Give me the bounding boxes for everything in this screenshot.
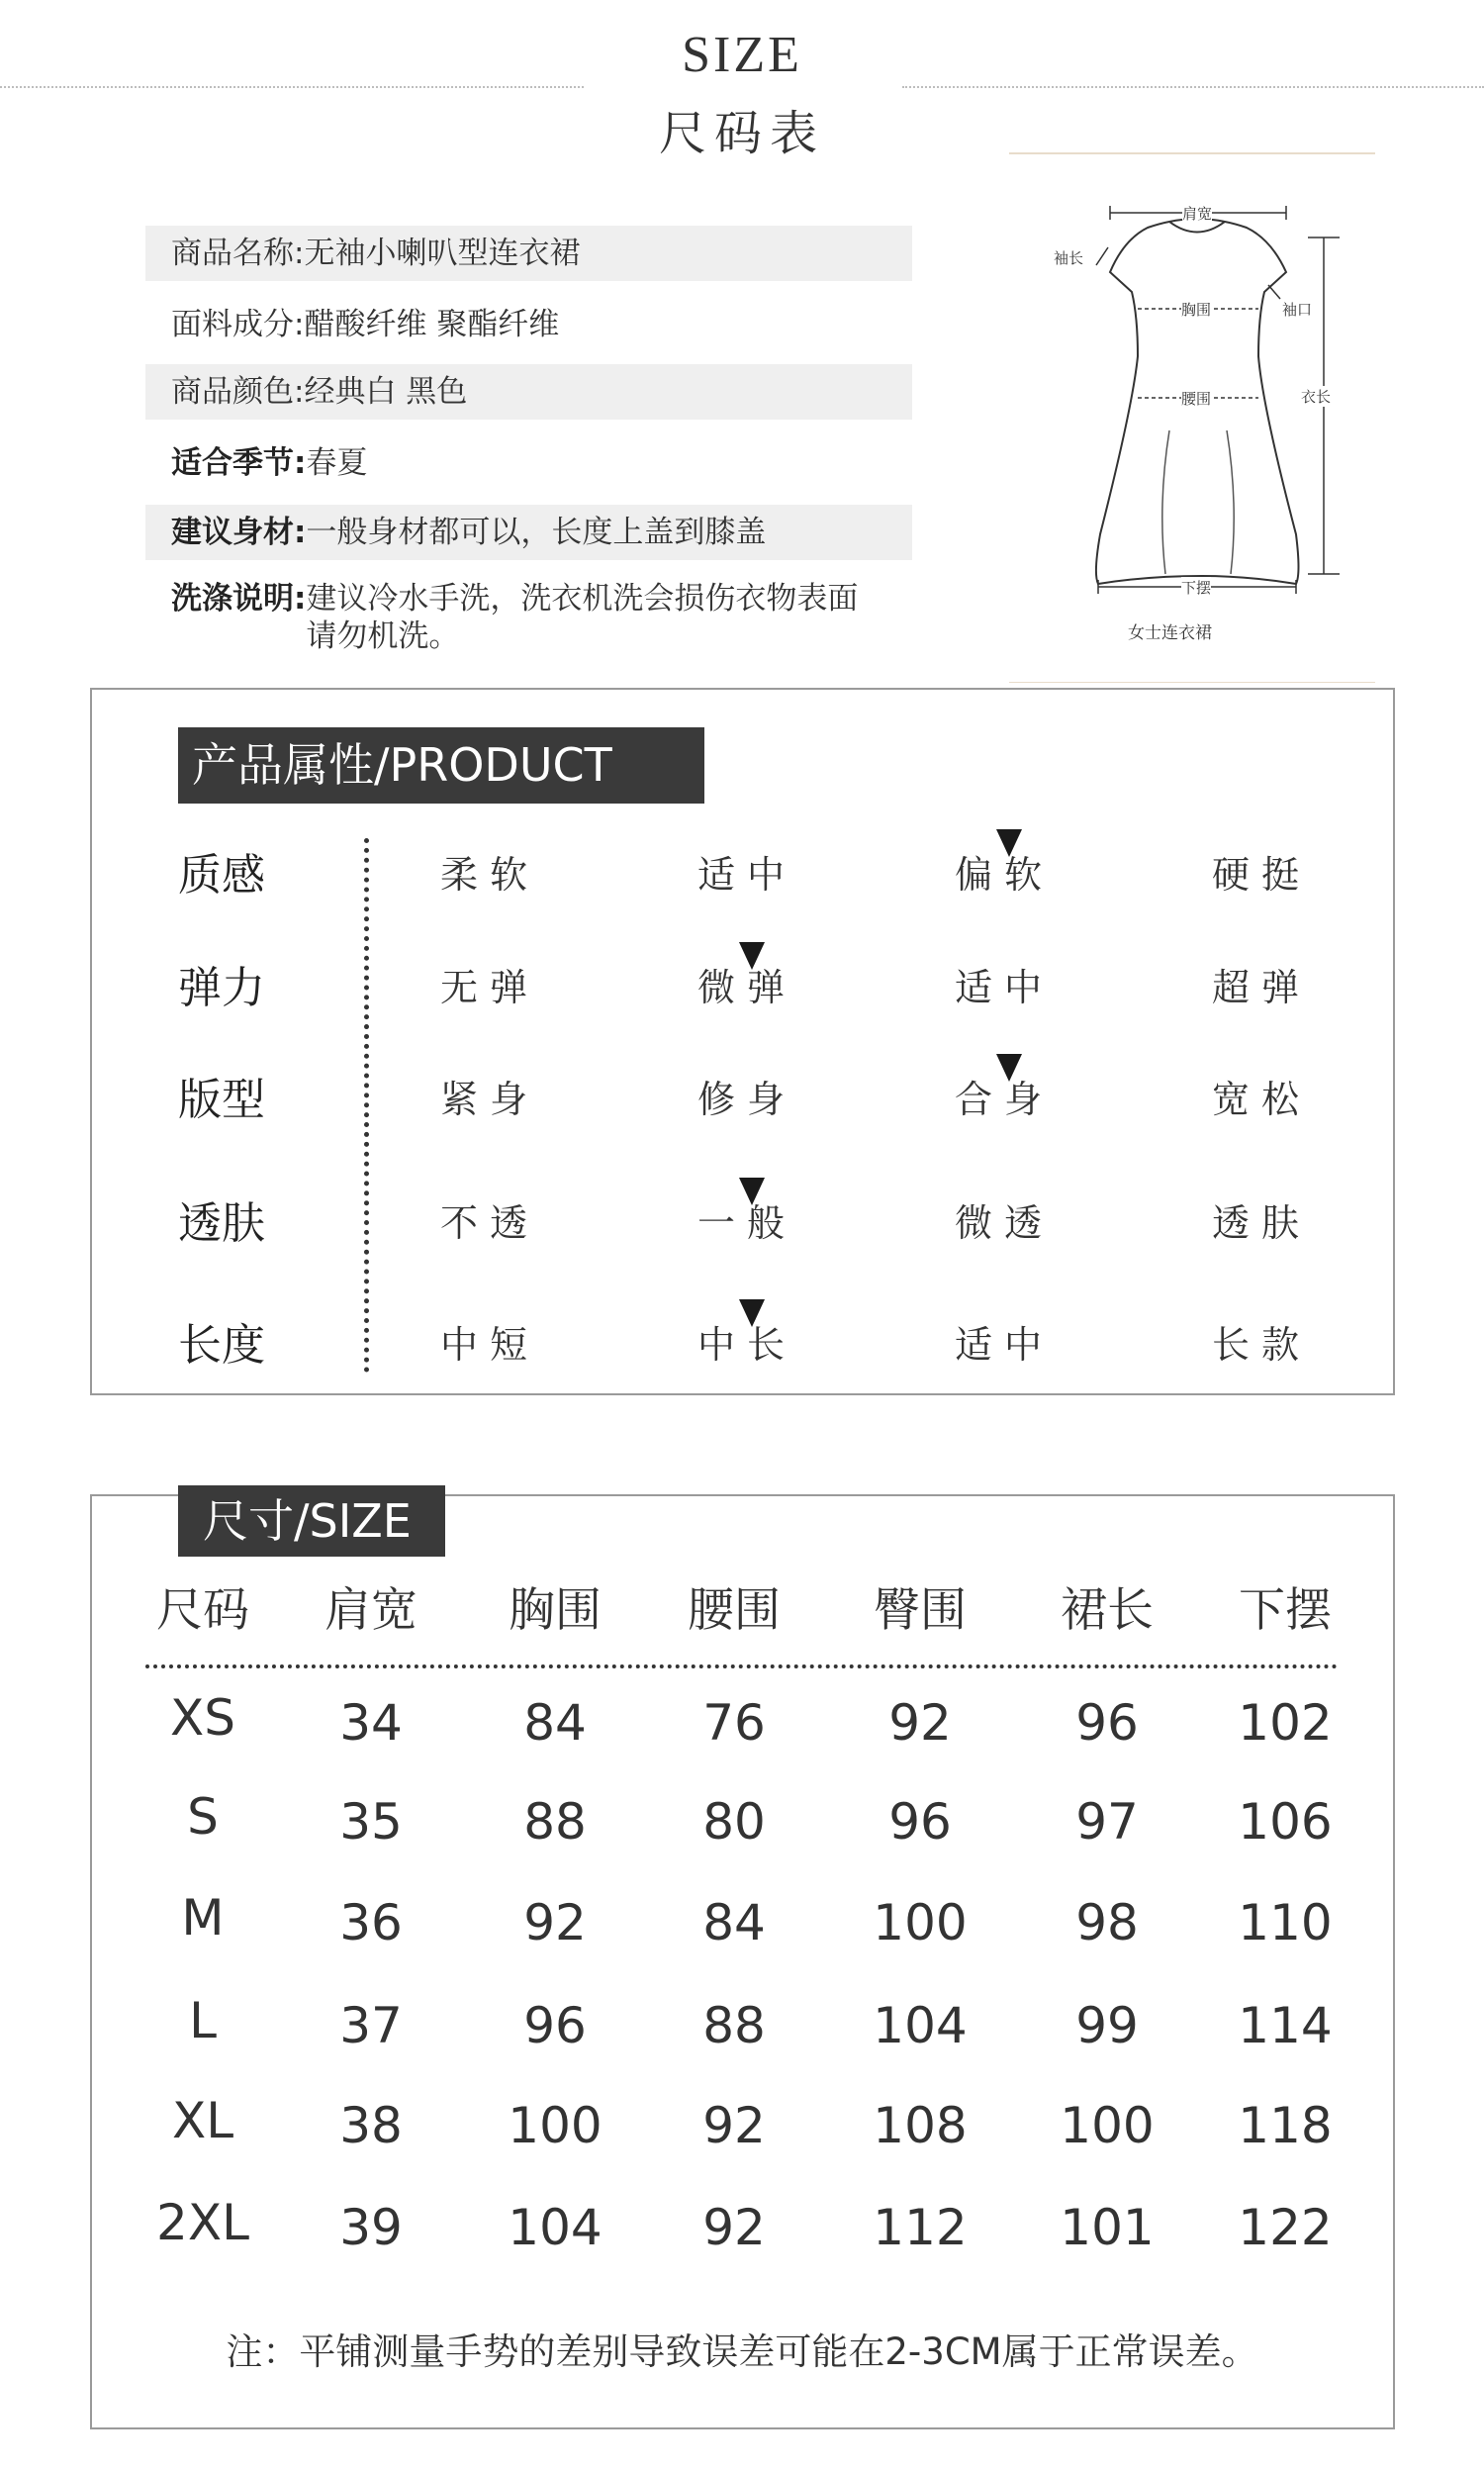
size-value-cell: 114 (1238, 1997, 1333, 2054)
attribute-option: 合身 (955, 1078, 1055, 1121)
attribute-option: 适中 (955, 966, 1055, 1009)
size-label-cell: XS (170, 1689, 235, 1747)
info-row (145, 435, 912, 491)
header-divider-left (0, 86, 584, 88)
info-value: 醋酸纤维 聚酯纤维 (304, 307, 560, 342)
diagram-label-shoulder: 肩宽 (1182, 205, 1213, 223)
size-value-cell: 102 (1238, 1694, 1333, 1752)
diagram-label-length: 衣长 (1301, 388, 1332, 406)
size-value-cell: 106 (1238, 1793, 1333, 1851)
attribute-option: 偏软 (955, 853, 1055, 897)
size-value-cell: 34 (339, 1694, 403, 1752)
attribute-option: 一般 (697, 1201, 797, 1245)
size-table-header-cell: 臀围 (874, 1583, 967, 1638)
attribute-option: 不透 (440, 1201, 540, 1245)
size-table-header-cell: 裙长 (1061, 1583, 1154, 1638)
info-label: 商品名称: (171, 236, 305, 271)
info-label: 洗涤说明: (171, 581, 307, 617)
attribute-name: 透肤 (178, 1198, 265, 1249)
info-label: 建议身材: (171, 515, 307, 550)
size-table-header-cell: 下摆 (1239, 1583, 1332, 1638)
size-value-cell: 100 (508, 2097, 603, 2154)
size-value-cell: 39 (339, 2199, 403, 2256)
info-value: 建议冷水手洗，洗衣机洗会损伤衣物表面 (306, 581, 859, 617)
diagram-label-cuff: 袖口 (1282, 301, 1313, 319)
info-label: 面料成分: (171, 307, 305, 342)
attribute-option: 微弹 (697, 966, 797, 1009)
info-value: 无袖小喇叭型连衣裙 (304, 236, 581, 271)
diagram-label-hem: 下摆 (1181, 579, 1212, 597)
size-value-cell: 92 (702, 2097, 766, 2154)
size-value-cell: 99 (1075, 1997, 1139, 2054)
header-divider-right (902, 86, 1484, 88)
size-value-cell: 84 (523, 1694, 587, 1752)
size-label-cell: L (189, 1992, 217, 2049)
diagram-caption: 女士连衣裙 (1128, 623, 1212, 643)
info-row (145, 226, 912, 281)
size-value-cell: 96 (1075, 1694, 1139, 1752)
size-table-tag: 尺寸/SIZE (178, 1485, 445, 1557)
size-value-cell: 36 (339, 1894, 403, 1951)
size-value-cell: 37 (339, 1997, 403, 2054)
size-value-cell: 110 (1238, 1894, 1333, 1951)
attribute-option: 紧身 (440, 1078, 540, 1121)
info-value: 经典白 黑色 (304, 374, 468, 410)
size-value-cell: 35 (339, 1793, 403, 1851)
attribute-option: 透肤 (1212, 1201, 1312, 1245)
diagram-label-sleeve: 袖长 (1054, 249, 1084, 267)
info-row (145, 297, 912, 352)
info-row (145, 580, 912, 655)
diagram-label-chest: 胸围 (1181, 301, 1212, 319)
info-value-block (306, 580, 939, 655)
attribute-option: 中长 (697, 1323, 797, 1367)
size-table-header-cell: 胸围 (509, 1583, 602, 1638)
attribute-option: 无弹 (440, 966, 540, 1009)
info-label: 适合季节: (171, 445, 307, 481)
selected-marker-icon (996, 1054, 1022, 1082)
attribute-name: 长度 (178, 1320, 265, 1371)
info-value: 一般身材都可以，长度上盖到膝盖 (306, 515, 767, 550)
info-value: 春夏 (306, 445, 368, 481)
size-value-cell: 88 (702, 1997, 766, 2054)
size-value-cell: 104 (508, 2199, 603, 2256)
attribute-option: 超弹 (1212, 966, 1312, 1009)
size-table-header-cell: 腰围 (688, 1583, 781, 1638)
dress-outline-icon (999, 148, 1395, 683)
attribute-option: 柔软 (440, 853, 540, 897)
diagram-label-waist: 腰围 (1181, 390, 1212, 408)
attribute-name: 弹力 (178, 963, 265, 1013)
info-row (145, 505, 912, 560)
size-value-cell: 98 (1075, 1894, 1139, 1951)
size-value-cell: 96 (888, 1793, 952, 1851)
size-value-cell: 92 (888, 1694, 952, 1752)
size-table-header-cell: 肩宽 (325, 1583, 417, 1638)
info-value-continued: 请勿机洗。 (306, 618, 460, 654)
measurement-note: 注：平铺测量手势的差别导致误差可能在2-3CM属于正常误差。 (226, 2330, 1258, 2373)
size-value-cell: 108 (873, 2097, 968, 2154)
page-title-cn: 尺码表 (658, 106, 825, 161)
attribute-option: 宽松 (1212, 1078, 1312, 1121)
selected-marker-icon (996, 829, 1022, 857)
attribute-name: 质感 (178, 850, 265, 901)
size-value-cell: 92 (702, 2199, 766, 2256)
size-table-divider (145, 1664, 1338, 1668)
size-label-cell: S (187, 1788, 219, 1846)
attribute-option: 硬挺 (1212, 853, 1312, 897)
size-value-cell: 84 (702, 1894, 766, 1951)
attribute-option: 适中 (955, 1323, 1055, 1367)
size-value-cell: 100 (1060, 2097, 1155, 2154)
size-value-cell: 101 (1060, 2199, 1155, 2256)
size-table-header-cell: 尺码 (156, 1583, 249, 1638)
page-title-en: SIZE (682, 27, 802, 83)
size-label-cell: 2XL (156, 2194, 249, 2251)
size-label-cell: M (181, 1889, 225, 1947)
selected-marker-icon (739, 942, 765, 970)
size-value-cell: 80 (702, 1793, 766, 1851)
selected-marker-icon (739, 1178, 765, 1205)
attribute-option: 微透 (955, 1201, 1055, 1245)
size-value-cell: 112 (873, 2199, 968, 2256)
attribute-option: 修身 (697, 1078, 797, 1121)
attribute-option: 适中 (697, 853, 797, 897)
dress-measurement-diagram (999, 148, 1395, 683)
size-value-cell: 100 (873, 1894, 968, 1951)
size-value-cell: 88 (523, 1793, 587, 1851)
info-label: 商品颜色: (171, 374, 305, 410)
size-value-cell: 92 (523, 1894, 587, 1951)
size-value-cell: 96 (523, 1997, 587, 2054)
size-value-cell: 76 (702, 1694, 766, 1752)
size-value-cell: 97 (1075, 1793, 1139, 1851)
size-value-cell: 118 (1238, 2097, 1333, 2154)
size-value-cell: 104 (873, 1997, 968, 2054)
size-label-cell: XL (171, 2092, 234, 2149)
attribute-option: 长款 (1212, 1323, 1312, 1367)
product-attributes-tag: 产品属性/PRODUCT (178, 727, 704, 804)
attribute-separator (364, 838, 369, 1373)
info-row (145, 364, 912, 420)
attribute-option: 中短 (440, 1323, 540, 1367)
size-value-cell: 38 (339, 2097, 403, 2154)
attribute-name: 版型 (178, 1075, 265, 1125)
size-value-cell: 122 (1238, 2199, 1333, 2256)
selected-marker-icon (739, 1299, 765, 1327)
